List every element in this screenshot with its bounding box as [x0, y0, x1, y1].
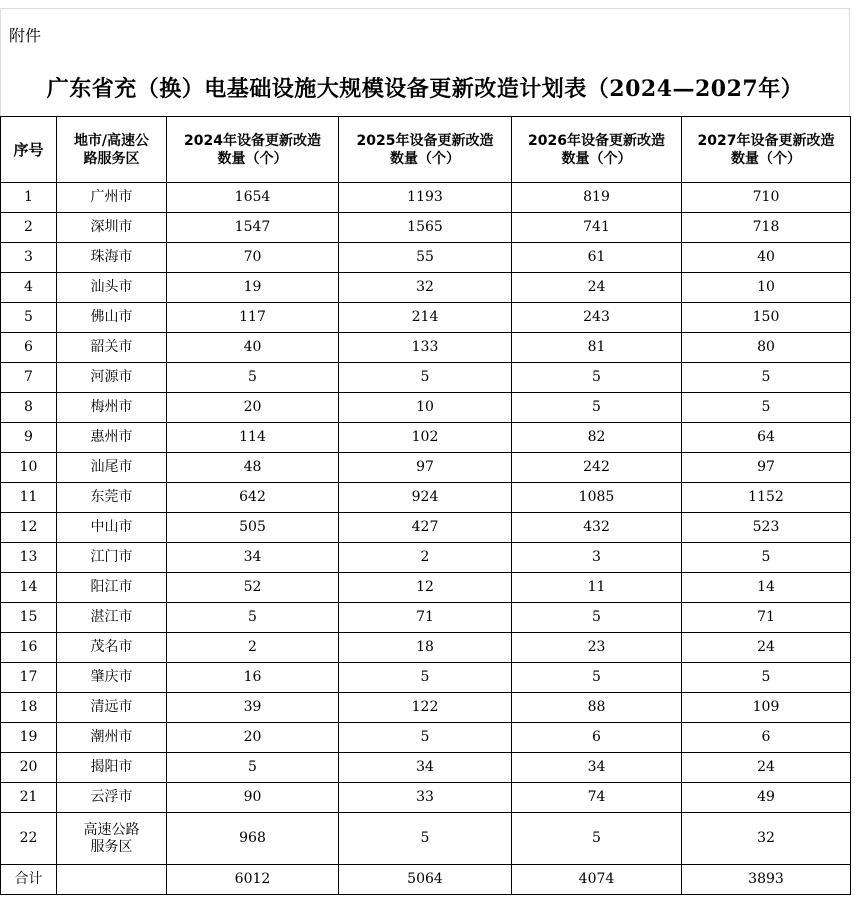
cell-region-line2: 服务区 — [90, 838, 133, 855]
cell-2027: 718 — [682, 213, 851, 243]
cell-2026: 243 — [512, 303, 682, 333]
total-row — [1, 865, 851, 895]
cell-2025: 55 — [339, 243, 512, 273]
cell-2025: 1193 — [339, 183, 512, 213]
header-2024-line1: 2024年设备更新改造 — [184, 132, 321, 149]
cell-2026: 819 — [512, 183, 682, 213]
header-2026-line2: 数量（个） — [561, 150, 632, 167]
cell-seq: 16 — [1, 633, 57, 663]
cell-seq: 9 — [1, 423, 57, 453]
cell-2025: 71 — [339, 603, 512, 633]
cell-region: 揭阳市 — [57, 753, 167, 783]
cell-2025: 214 — [339, 303, 512, 333]
cell-2024: 34 — [167, 543, 339, 573]
cell-2024: 70 — [167, 243, 339, 273]
cell-seq: 14 — [1, 573, 57, 603]
header-2026-line1: 2026年设备更新改造 — [528, 132, 665, 149]
cell-2027: 5 — [682, 393, 851, 423]
table-row — [1, 213, 851, 243]
title-row — [0, 60, 850, 116]
cell-2025: 924 — [339, 483, 512, 513]
cell-2025: 10 — [339, 393, 512, 423]
cell-2024: 52 — [167, 573, 339, 603]
cell-seq: 12 — [1, 513, 57, 543]
cell-2026: 741 — [512, 213, 682, 243]
table-row — [1, 573, 851, 603]
cell-seq: 13 — [1, 543, 57, 573]
total-2024: 6012 — [167, 865, 339, 895]
cell-2026: 5 — [512, 393, 682, 423]
table-row — [1, 783, 851, 813]
cell-2024: 5 — [167, 363, 339, 393]
cell-2025: 5 — [339, 663, 512, 693]
cell-2025: 34 — [339, 753, 512, 783]
cell-2025: 32 — [339, 273, 512, 303]
cell-region: 东莞市 — [57, 483, 167, 513]
total-2027: 3893 — [682, 865, 851, 895]
cell-2024: 20 — [167, 723, 339, 753]
cell-seq: 15 — [1, 603, 57, 633]
cell-2026: 5 — [512, 813, 682, 865]
cell-seq: 20 — [1, 753, 57, 783]
cell-seq: 11 — [1, 483, 57, 513]
cell-2026: 82 — [512, 423, 682, 453]
cell-region: 珠海市 — [57, 243, 167, 273]
cell-2027: 150 — [682, 303, 851, 333]
cell-2025: 12 — [339, 573, 512, 603]
cell-2027: 71 — [682, 603, 851, 633]
table-row — [1, 693, 851, 723]
cell-2025: 33 — [339, 783, 512, 813]
cell-2025: 2 — [339, 543, 512, 573]
header-2027-line2: 数量（个） — [731, 150, 801, 167]
cell-2025: 122 — [339, 693, 512, 723]
cell-region: 茂名市 — [57, 633, 167, 663]
attachment-header — [0, 8, 850, 60]
cell-seq: 3 — [1, 243, 57, 273]
cell-2026: 11 — [512, 573, 682, 603]
table-row — [1, 813, 851, 865]
cell-2024: 114 — [167, 423, 339, 453]
cell-region: 湛江市 — [57, 603, 167, 633]
cell-region: 汕尾市 — [57, 453, 167, 483]
header-region-line2: 路服务区 — [83, 150, 140, 167]
table-row — [1, 603, 851, 633]
cell-2027: 5 — [682, 543, 851, 573]
cell-2027: 14 — [682, 573, 851, 603]
cell-2026: 432 — [512, 513, 682, 543]
header-2025 — [339, 117, 512, 183]
cell-seq: 5 — [1, 303, 57, 333]
table-row — [1, 273, 851, 303]
cell-seq: 19 — [1, 723, 57, 753]
cell-2027: 49 — [682, 783, 851, 813]
cell-2024: 16 — [167, 663, 339, 693]
cell-region: 阳江市 — [57, 573, 167, 603]
cell-2026: 81 — [512, 333, 682, 363]
cell-2026: 34 — [512, 753, 682, 783]
table-row — [1, 483, 851, 513]
cell-2024: 2 — [167, 633, 339, 663]
table-row — [1, 423, 851, 453]
table-row — [1, 333, 851, 363]
header-2025-line1: 2025年设备更新改造 — [356, 132, 494, 149]
cell-2026: 88 — [512, 693, 682, 723]
cell-2027: 710 — [682, 183, 851, 213]
cell-2027: 32 — [682, 813, 851, 865]
cell-2027: 1152 — [682, 483, 851, 513]
cell-seq: 6 — [1, 333, 57, 363]
cell-2027: 5 — [682, 663, 851, 693]
cell-seq: 2 — [1, 213, 57, 243]
cell-seq: 10 — [1, 453, 57, 483]
table-row — [1, 543, 851, 573]
cell-2026: 3 — [512, 543, 682, 573]
cell-2027: 64 — [682, 423, 851, 453]
cell-seq: 8 — [1, 393, 57, 423]
cell-2024: 40 — [167, 333, 339, 363]
cell-2025: 1565 — [339, 213, 512, 243]
cell-seq: 21 — [1, 783, 57, 813]
cell-2026: 24 — [512, 273, 682, 303]
table-row — [1, 513, 851, 543]
cell-region: 中山市 — [57, 513, 167, 543]
header-2027 — [682, 117, 851, 183]
cell-region: 韶关市 — [57, 333, 167, 363]
cell-2026: 61 — [512, 243, 682, 273]
cell-2025: 18 — [339, 633, 512, 663]
cell-2024: 1547 — [167, 213, 339, 243]
cell-2024: 5 — [167, 603, 339, 633]
cell-2024: 39 — [167, 693, 339, 723]
cell-seq: 18 — [1, 693, 57, 723]
cell-2024: 642 — [167, 483, 339, 513]
cell-region-line1: 高速公路 — [83, 821, 140, 838]
cell-seq: 4 — [1, 273, 57, 303]
cell-2027: 24 — [682, 633, 851, 663]
cell-2024: 20 — [167, 393, 339, 423]
cell-2026: 5 — [512, 603, 682, 633]
cell-2027: 6 — [682, 723, 851, 753]
cell-2025: 5 — [339, 723, 512, 753]
cell-2024: 505 — [167, 513, 339, 543]
cell-2025: 102 — [339, 423, 512, 453]
cell-2024: 90 — [167, 783, 339, 813]
table-row — [1, 303, 851, 333]
cell-2027: 97 — [682, 453, 851, 483]
cell-2025: 5 — [339, 363, 512, 393]
header-region-line1: 地市/高速公 — [73, 132, 150, 149]
total-region — [57, 865, 167, 895]
cell-2024: 48 — [167, 453, 339, 483]
cell-region — [57, 813, 167, 865]
cell-2024: 5 — [167, 753, 339, 783]
cell-region: 梅州市 — [57, 393, 167, 423]
cell-2027: 109 — [682, 693, 851, 723]
cell-2026: 6 — [512, 723, 682, 753]
cell-2025: 427 — [339, 513, 512, 543]
cell-region: 潮州市 — [57, 723, 167, 753]
cell-seq: 22 — [1, 813, 57, 865]
table-row — [1, 453, 851, 483]
cell-2024: 117 — [167, 303, 339, 333]
cell-region: 汕头市 — [57, 273, 167, 303]
cell-seq: 1 — [1, 183, 57, 213]
cell-2025: 133 — [339, 333, 512, 363]
header-2026 — [512, 117, 682, 183]
cell-region: 肇庆市 — [57, 663, 167, 693]
cell-2027: 24 — [682, 753, 851, 783]
cell-2026: 23 — [512, 633, 682, 663]
table-header-row — [1, 117, 851, 183]
table-row — [1, 363, 851, 393]
table-row — [1, 243, 851, 273]
cell-2027: 40 — [682, 243, 851, 273]
cell-2027: 523 — [682, 513, 851, 543]
table-row — [1, 723, 851, 753]
table-row — [1, 393, 851, 423]
cell-region: 河源市 — [57, 363, 167, 393]
table-row — [1, 753, 851, 783]
header-2024 — [167, 117, 339, 183]
cell-2027: 5 — [682, 363, 851, 393]
cell-2024: 1654 — [167, 183, 339, 213]
total-2025: 5064 — [339, 865, 512, 895]
renovation-plan-table — [0, 116, 851, 895]
total-label: 合计 — [1, 865, 57, 895]
attachment-label: 附件 — [9, 26, 42, 45]
document-title: 广东省充（换）电基础设施大规模设备更新改造计划表（2024—2027年） — [46, 76, 804, 102]
table-row — [1, 183, 851, 213]
header-2024-line2: 数量（个） — [217, 150, 288, 167]
cell-2025: 97 — [339, 453, 512, 483]
header-2025-line2: 数量（个） — [390, 150, 460, 167]
cell-region: 佛山市 — [57, 303, 167, 333]
cell-2027: 80 — [682, 333, 851, 363]
header-seq: 序号 — [1, 117, 57, 183]
header-region — [57, 117, 167, 183]
cell-2027: 10 — [682, 273, 851, 303]
cell-2026: 74 — [512, 783, 682, 813]
total-2026: 4074 — [512, 865, 682, 895]
cell-seq: 7 — [1, 363, 57, 393]
cell-2024: 968 — [167, 813, 339, 865]
cell-region: 深圳市 — [57, 213, 167, 243]
cell-region: 江门市 — [57, 543, 167, 573]
table-row — [1, 663, 851, 693]
cell-2026: 5 — [512, 663, 682, 693]
cell-seq: 17 — [1, 663, 57, 693]
cell-region: 广州市 — [57, 183, 167, 213]
cell-2026: 242 — [512, 453, 682, 483]
cell-2026: 5 — [512, 363, 682, 393]
cell-region: 惠州市 — [57, 423, 167, 453]
cell-2024: 19 — [167, 273, 339, 303]
cell-region: 清远市 — [57, 693, 167, 723]
header-2027-line1: 2027年设备更新改造 — [697, 132, 835, 149]
cell-2025: 5 — [339, 813, 512, 865]
table-row — [1, 633, 851, 663]
cell-2026: 1085 — [512, 483, 682, 513]
cell-region: 云浮市 — [57, 783, 167, 813]
